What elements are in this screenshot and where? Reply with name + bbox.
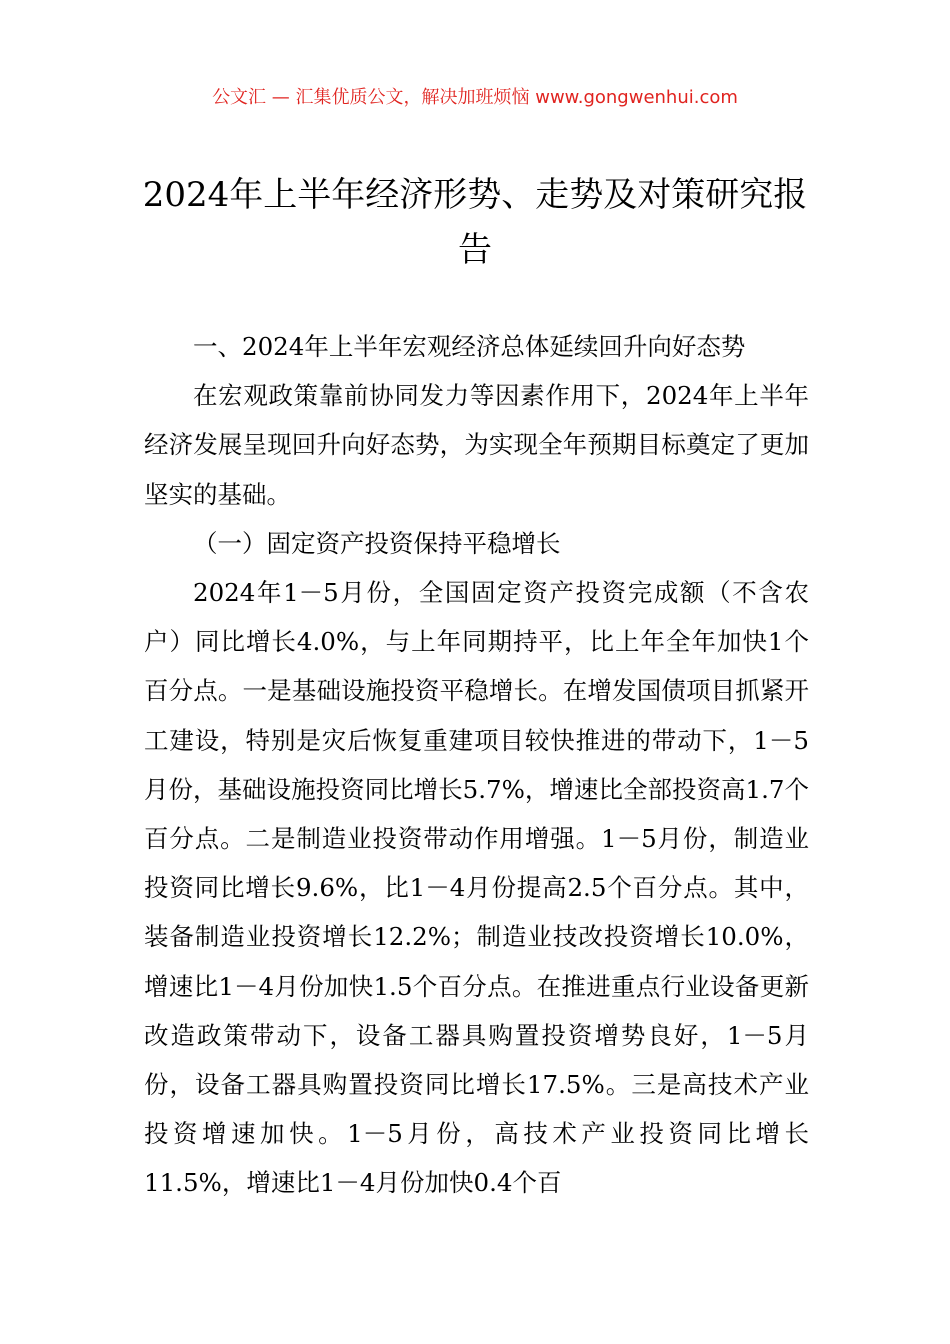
paragraph: 2024年1－5月份，全国固定资产投资完成额（不含农户）同比增长4.0%，与上年同期持平，比上年全年加快1个百分点。一是基础设施投资平稳增长。在增发国债项目抓紧开工建设，特别是灾后恢复重建项目较快推进的带动下，1－5月份，基础设施投资同比增长5.7%，增速比全部投资高1.7个百分点。二是制造业投资带动作用增强。1－5月份，制造业投资同比增长9.6%，比1－4月份提高2.5个百分点。其中，装备制造业投资增长12.2%；制造业技改投资增长10.0%，增速比1－4月份加快1.5个百分点。在推进重点行业设备更新改造政策带动下，设备工器具购置投资增势良好，1－5月份，设备工器具购置投资同比增长17.5%。三是高技术产业投资增速加快。1－5月份，高技术产业投资同比增长11.5%，增速比1－4月份加快0.4个百 [144, 578, 809, 1198]
section-heading: 一、2024年上半年宏观经济总体延续回升向好态势 [193, 332, 746, 361]
document-body [144, 322, 809, 1208]
header-banner: 公文汇 — 汇集优质公文，解决加班烦恼 www.gongwenhui.com [212, 87, 738, 108]
document-title: 2024年上半年经济形势、走势及对策研究报告 [142, 175, 808, 270]
paragraph: 在宏观政策靠前协同发力等因素作用下，2024年上半年经济发展呈现回升向好态势，为实现全年预期目标奠定了更加坚实的基础。 [144, 381, 809, 509]
subsection-heading: （一）固定资产投资保持平稳增长 [193, 528, 561, 558]
